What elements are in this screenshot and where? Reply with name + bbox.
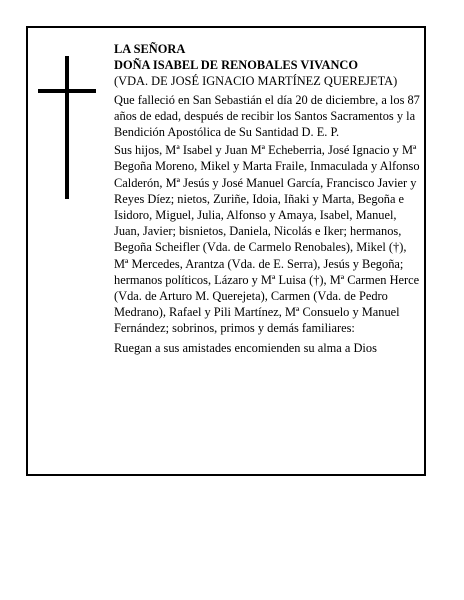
cross-vertical-bar [65,56,69,199]
cross-horizontal-bar [38,89,96,93]
salutation: LA SEÑORA [114,42,186,56]
request-line: Ruegan a sus amistades encomienden su alma a Dios [114,340,377,355]
cross-icon [38,56,96,199]
widow-of: (VDA. DE JOSÉ IGNACIO MARTÍNEZ QUEREJETA) [114,74,398,89]
family-list: Sus hijos, Mª Isabel y Juan Mª Echeberria, José Ignacio y Mª Begoña Moreno, Mikel y Marta Fraile, Inmaculada y Alfonso Calderón, Mª Jesús y José Manuel García, Francisco Javier y Reyes Díez; nietos, Zuriñe, Idoia, Iñaki y Marta, Begoña e Isidoro, Miguel, Julia, Alfonso y Amaya, Isabel, Manuel, Juan, Javier; bisnietos, Daniela, Nicolás e Iker; hermanos, Begoña Scheifler (Vda. de Carmelo Renobales), Mikel (†), Mª Mercedes, Arantza (Vda. de E. Serra), Jesús y Begoña; hermanos políticos, Lázaro y Mª Luisa (†), Mª Carmen Herce (Vda. de Arturo M. Querejeta), Carmen (Vda. de Pedro Medrano), Rafael y Pili Martínez, Mª Consuelo y Manuel Fernández; sobrinos, primos y demás familiares: [114,143,420,336]
obituary-text [114,41,420,356]
deceased-name: DOÑA ISABEL DE RENOBALES VIVANCO [114,58,358,73]
death-statement: Que falleció en San Sebastián el día 20 de diciembre, a los 87 años de edad, después de recibir los Santos Sacramentos y la Bendición Apostólica de Su Santidad D. E. P. [114,92,420,140]
obituary-notice-frame [26,26,426,476]
